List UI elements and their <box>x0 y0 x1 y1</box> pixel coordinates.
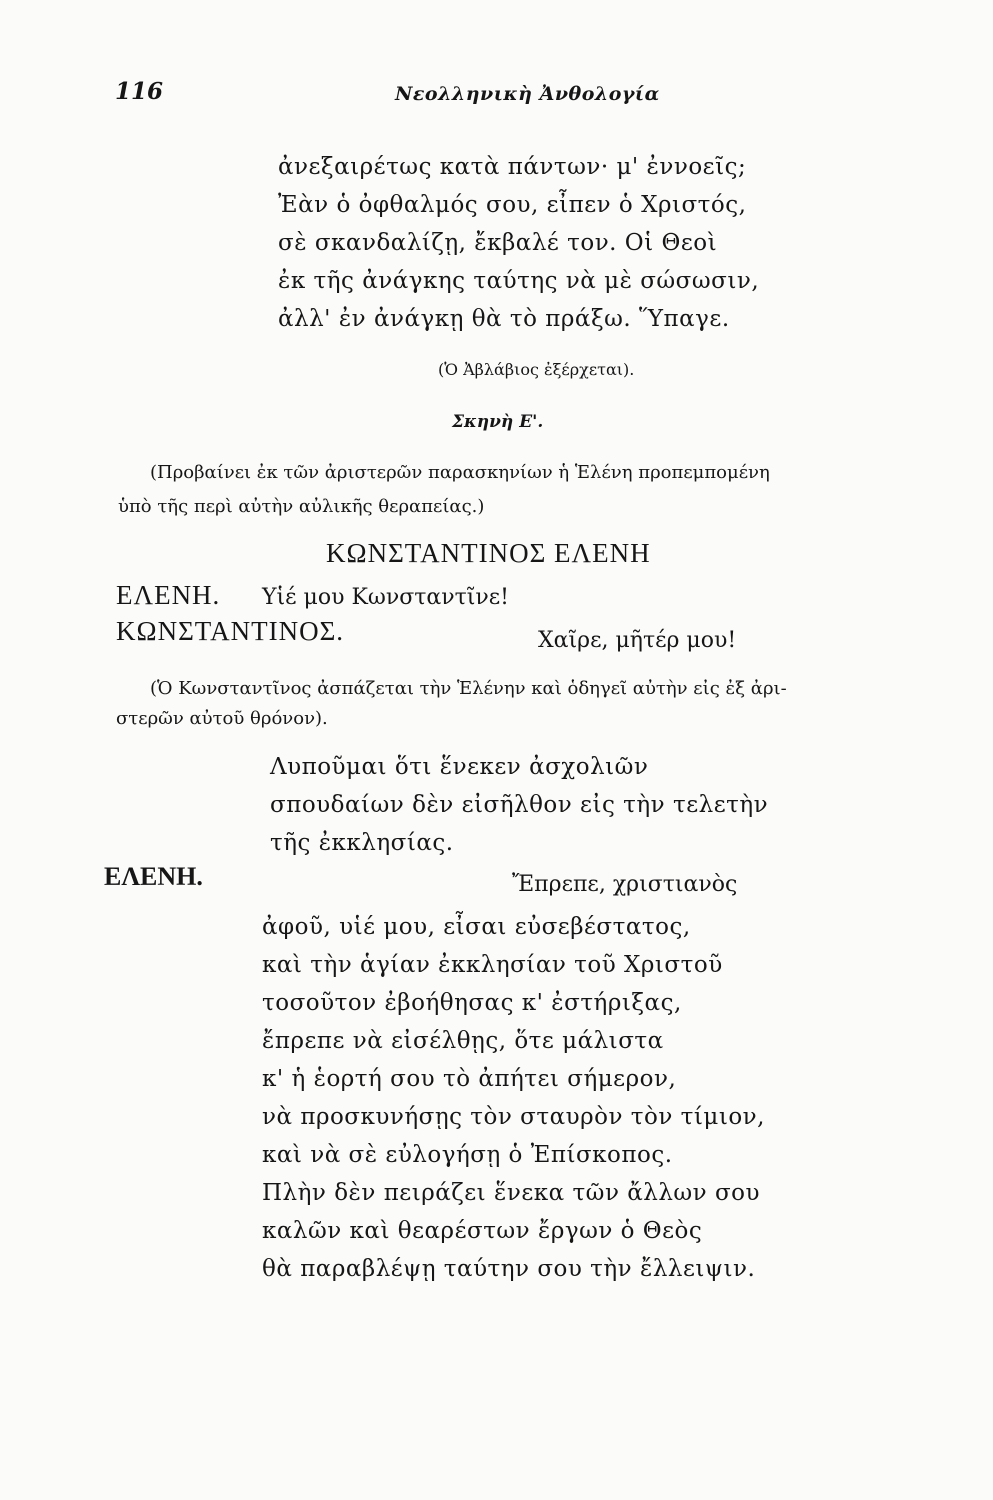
stage-direction-2-line-1: (Ὁ Κωνσταντῖνος ἀσπάζεται τὴν Ἑλένην καὶ ὁδηγεῖ αὐτὴν εἰς ἐξ ἀρι- <box>150 678 787 699</box>
eleni-dialogue-1: Υἱέ μου Κωνσταντῖνε! <box>262 585 510 610</box>
verse-line: σὲ σκανδαλίζῃ, ἔκβαλέ τον. Οἱ Θεοὶ <box>278 230 718 256</box>
page-number: 116 <box>115 78 164 105</box>
verse-line: καὶ τὴν ἁγίαν ἐκκλησίαν τοῦ Χριστοῦ <box>262 952 723 978</box>
verse-line: τῆς ἐκκλησίας. <box>270 830 454 856</box>
verse-line: Πλὴν δὲν πειράζει ἕνεκα τῶν ἄλλων σου <box>262 1180 760 1206</box>
konstantinos-dialogue: Χαῖρε, μῆτέρ μου! <box>538 628 737 653</box>
verse-line: ἀλλ' ἐν ἀνάγκῃ θὰ τὸ πράξω. Ὕπαγε. <box>278 306 730 332</box>
speaker-eleni: ΕΛΕΝΗ. <box>116 580 221 610</box>
scene-title: Σκηνὴ Ε'. <box>452 412 544 432</box>
verse-line: καὶ νὰ σὲ εὐλογήσῃ ὁ Ἐπίσκοπος. <box>262 1142 673 1168</box>
verse-line: Ἐὰν ὁ ὀφθαλμός σου, εἶπεν ὁ Χριστός, <box>278 192 747 218</box>
eleni-dialogue-2-first: Ἔπρεπε, χριστιανὸς <box>512 872 738 897</box>
characters-heading: ΚΩΝΣΤΑΝΤΙΝΟΣ ΕΛΕΝΗ <box>326 538 651 568</box>
exit-stage-direction: (Ὁ Ἀβλάβιος ἐξέρχεται). <box>438 360 635 379</box>
verse-line: σπουδαίων δὲν εἰσῆλθον εἰς τὴν τελετὴν <box>270 792 769 818</box>
running-title: Νεολληνικὴ Ἀνθολογία <box>395 83 660 105</box>
verse-line: ἀνεξαιρέτως κατὰ πάντων· μ' ἐννοεῖς; <box>278 154 747 180</box>
verse-block-3 <box>262 908 765 1288</box>
verse-line: τοσοῦτον ἐβοήθησας κ' ἐστήριξας, <box>262 990 682 1016</box>
speaker-konstantinos: ΚΩΝΣΤΑΝΤΙΝΟΣ. <box>116 616 345 646</box>
stage-direction-1-line-1: (Προβαίνει ἐκ τῶν ἀριστερῶν παρασκηνίων ἡ Ἑλένη προπεμπομένη <box>150 462 770 483</box>
stage-direction-1-line-2: ὑπὸ τῆς περὶ αὐτὴν αὐλικῆς θεραπείας.) <box>118 496 485 517</box>
verse-line: κ' ἡ ἑορτή σου τὸ ἀπήτει σήμερον, <box>262 1066 677 1092</box>
stage-direction-2-line-2: στερῶν αὐτοῦ θρόνον). <box>116 708 328 729</box>
verse-block-1 <box>278 148 759 338</box>
verse-line: θὰ παραβλέψῃ ταύτην σου τὴν ἔλλειψιν. <box>262 1256 756 1282</box>
verse-line: ἐκ τῆς ἀνάγκης ταύτης νὰ μὲ σώσωσιν, <box>278 268 760 294</box>
verse-line: νὰ προσκυνήσῃς τὸν σταυρὸν τὸν τίμιον, <box>262 1104 765 1130</box>
verse-line: Λυποῦμαι ὅτι ἕνεκεν ἀσχολιῶν <box>270 754 649 780</box>
verse-line: καλῶν καὶ θεαρέστων ἔργων ὁ Θεὸς <box>262 1218 703 1244</box>
speaker-eleni-2: ΕΛΕΝΗ. <box>104 862 203 891</box>
verse-line: ἀφοῦ, υἱέ μου, εἶσαι εὐσεβέστατος, <box>262 914 691 940</box>
verse-line: ἔπρεπε νὰ εἰσέλθῃς, ὅτε μάλιστα <box>262 1028 664 1054</box>
verse-block-2 <box>270 748 768 862</box>
